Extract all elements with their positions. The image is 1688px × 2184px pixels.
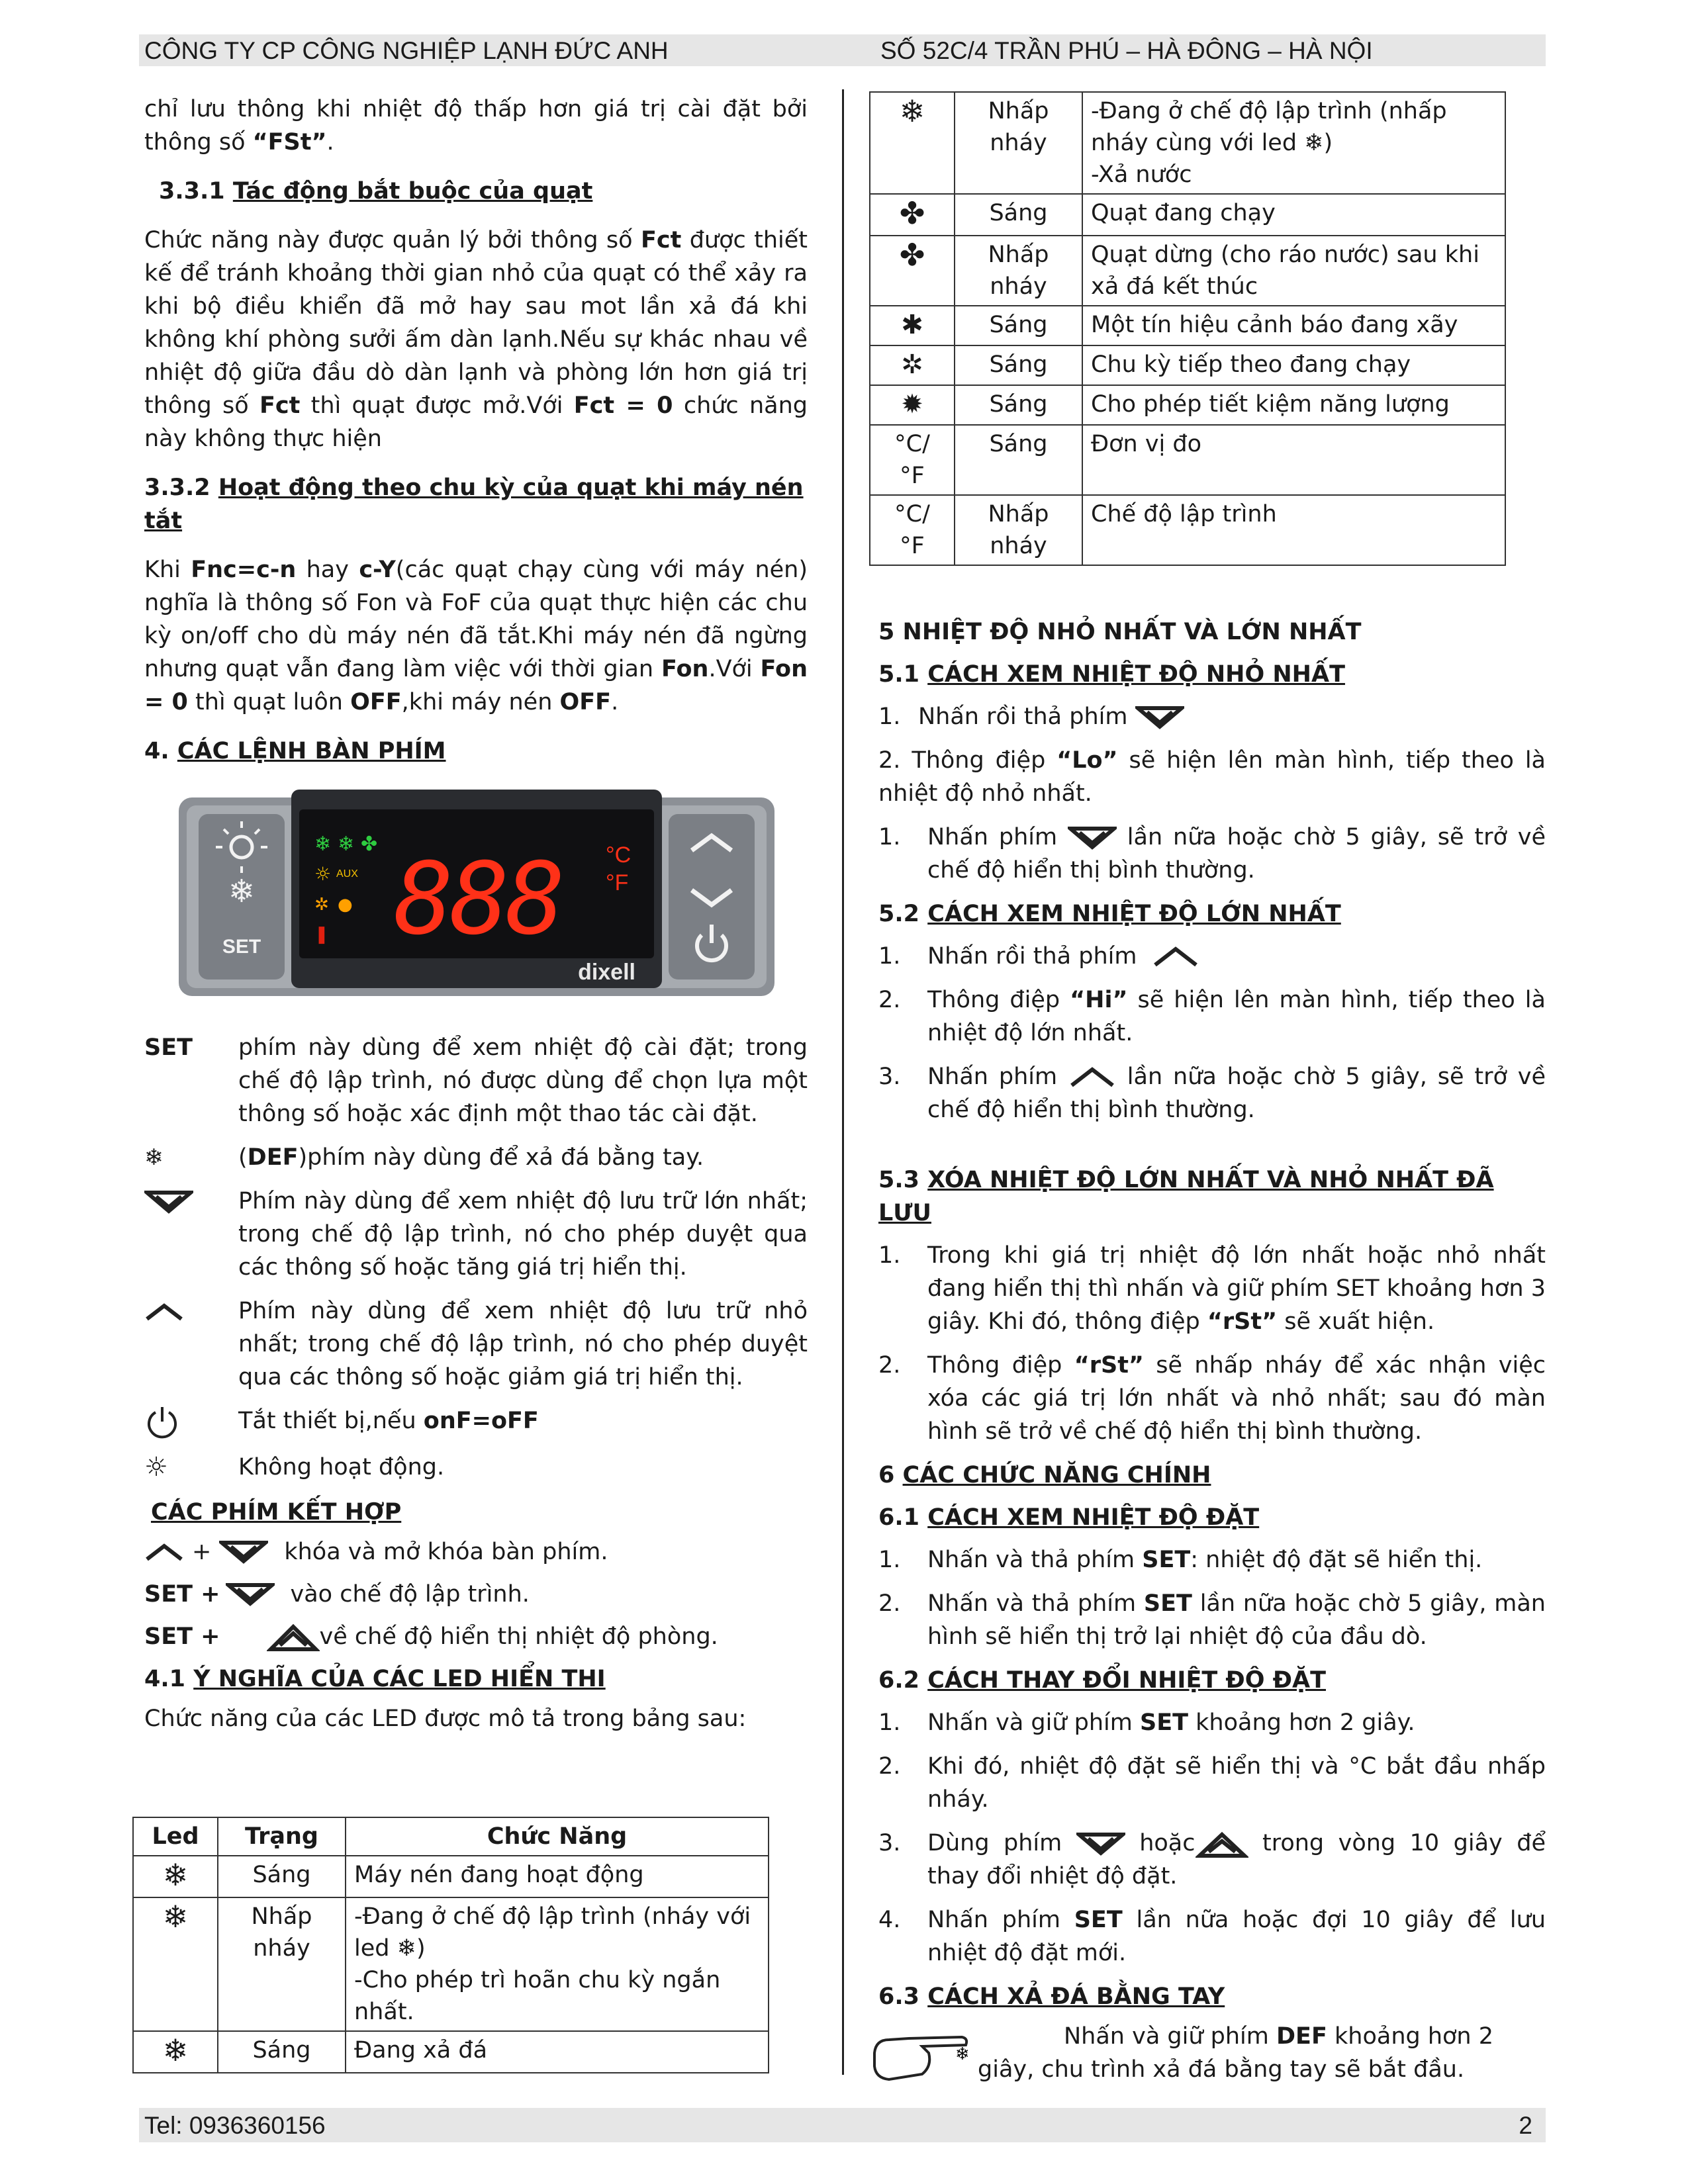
led-fan-icon: ✤ <box>361 833 378 856</box>
key-row-power: Tắt thiết bị,nếu onF=oFF <box>144 1404 808 1440</box>
combo-row-room-temp: SET + về chế độ hiển thị nhiệt độ phòng. <box>144 1620 808 1653</box>
light-bulb-icon: ☼ <box>144 1452 168 1482</box>
section-4-1-desc: Chức năng của các LED được mô tả trong bảng sau: <box>144 1706 747 1732</box>
page-footer <box>139 2108 1546 2142</box>
page-number: 2 <box>1519 2112 1532 2139</box>
left-column <box>144 93 808 784</box>
key-row-set: SET phím này dùng để xem nhiệt độ cài đặt; trong chế độ lập trình, nó được dùng để chọn lựa một thông số hoặc xác định một thao tác cài đặt. <box>144 1034 808 1127</box>
snowflake-icon: ❄ <box>162 1857 189 1893</box>
list-item: 1. Nhấn rồi thả phím <box>878 700 1546 733</box>
section-6-1-heading: 6.1 CÁCH XEM NHIỆT ĐỘ ĐẶT <box>878 1504 1260 1531</box>
section-3-3-2-heading: 3.3.2 Hoạt động theo chu kỳ của quạt khi máy nén tắt <box>144 475 804 534</box>
list-item: 2. Thông điệp “rSt” sẽ nhấp nháy để xác nhận việc xóa các giá trị lớn nhất và nhỏ nhất; sau đó màn hình sẽ trở về chế độ hiển thị bình thường. <box>878 1352 1546 1445</box>
display-unit-fahrenheit: °F <box>606 870 629 895</box>
section-4-1-heading: 4.1 Ý NGHĨA CỦA CÁC LED HIỂN THI <box>144 1666 606 1692</box>
section-6-3-body: ❄ Nhấn và giữ phím DEF khoảng hơn 2 giây, chu trình xả đá bằng tay sẽ bắt đầu. <box>878 2020 1546 2086</box>
pointing-hand-icon <box>869 2026 975 2086</box>
list-item: 2. Thông điệp “Lo” sẽ hiện lên màn hình, tiếp theo là nhiệt độ nhỏ nhất. <box>878 747 1546 807</box>
led-table-left <box>132 1817 769 2073</box>
list-item: 1. Nhấn và thả phím SET: nhiệt độ đặt sẽ hiển thị. <box>878 1547 1483 1573</box>
up-arrow-icon <box>144 1542 184 1562</box>
section-4-heading: 4. CÁC LỆNH BÀN PHÍM <box>144 738 446 764</box>
list-item: 2. Thông điệp “Hi” sẽ hiện lên màn hình, tiếp theo là nhiệt độ lớn nhất. <box>878 987 1546 1046</box>
list-item: 1. Nhấn rồi thả phím <box>878 940 1546 973</box>
table-row: ✲ Sáng Chu kỳ tiếp theo đang chạy <box>870 345 1505 385</box>
alarm-icon: ✱ <box>901 310 923 340</box>
snowflake-icon: ❄ <box>162 1899 189 1934</box>
down-arrow-icon <box>1135 704 1184 731</box>
table-row: ✹ Sáng Cho phép tiết kiệm năng lượng <box>870 385 1505 425</box>
display-digits: 888 <box>394 842 561 957</box>
up-arrow-icon <box>1196 1829 1248 1858</box>
cycle-icon: ✲ <box>901 349 923 380</box>
list-item: 3. Nhấn phím lần nữa hoặc chờ 5 giây, sẽ trở về chế độ hiển thị bình thường. <box>878 1064 1546 1123</box>
defrost-drip-icon: ❄ <box>899 93 925 129</box>
energy-saving-icon: ✹ <box>901 389 923 420</box>
section-5-heading: 5 NHIỆT ĐỘ NHỎ NHẤT VÀ LỚN NHẤT <box>878 619 1362 645</box>
section-3-3-1-heading: 3.3.1 Tác động bắt buộc của quạt <box>159 178 593 205</box>
key-row-def: ❄ (DEF)phím này dùng để xả đá bằng tay. <box>144 1144 704 1171</box>
table-row: ✤ Nhấp nháy Quạt dừng (cho ráo nước) sau khi xả đá kết thúc <box>870 236 1505 306</box>
table-row: ✱ Sáng Một tín hiệu cảnh báo đang xãy <box>870 306 1505 345</box>
power-icon <box>144 1404 180 1440</box>
up-arrow-icon <box>1068 1066 1117 1089</box>
down-arrow-icon <box>1076 1831 1125 1857</box>
controller-panel-image <box>179 784 774 1009</box>
led-alarm-icon: ❚ <box>314 925 329 944</box>
down-arrow-icon <box>226 1581 275 1608</box>
section-5-3-heading: 5.3 XÓA NHIỆT ĐỘ LỚN NHẤT VÀ NHỎ NHẤT ĐÃ LƯU <box>878 1167 1494 1226</box>
table-row: °C/ °F Nhấp nháy Chế độ lập trình <box>870 495 1505 565</box>
section-3-3-2-body: Khi Fnc=c-n hay c-Y(các quạt chạy cùng với máy nén) nghĩa là thông số Fon và FoF của quạt thực hiện các chu kỳ on/off cho dù máy nén đã tắt.Khi máy nén đã ngừng nhưng quạt vẫn đang làm việc với thời gian Fon.Với Fon = 0 thì quạt luôn OFF,khi máy nén OFF. <box>144 557 808 715</box>
svg-text:❄: ❄ <box>955 2044 970 2064</box>
list-item: 2. Khi đó, nhiệt độ đặt sẽ hiển thị và °C bắt đầu nhấp nháy. <box>878 1753 1546 1813</box>
led-light-icon: ☼ <box>314 863 332 885</box>
section-6-2-heading: 6.2 CÁCH THAY ĐỔI NHIỆT ĐỘ ĐẶT <box>878 1667 1326 1694</box>
footer-tel: Tel: 0936360156 <box>144 2112 326 2139</box>
down-arrow-icon <box>1068 825 1117 851</box>
fan-icon: ✤ <box>899 195 925 231</box>
defrost-icon: ❄ <box>144 1144 164 1171</box>
column-divider <box>842 89 844 2075</box>
section-5-2-heading: 5.2 CÁCH XEM NHIỆT ĐỘ LỚN NHẤT <box>878 901 1341 927</box>
table-row: ❄ Sáng Máy nén đang hoạt động <box>133 1856 769 1897</box>
company-name: CÔNG TY CP CÔNG NGHIỆP LẠNH ĐỨC ANH <box>144 37 669 64</box>
panel-set-label: SET <box>222 936 261 958</box>
led-energy-icon: ● <box>338 895 353 915</box>
table-row: ❄ Nhấp nháy -Đang ở chế độ lập trình (nhấp nháy cùng với led ❄) -Xả nước <box>870 92 1505 194</box>
list-item: 1. Nhấn phím lần nữa hoặc chờ 5 giây, sẽ trở về chế độ hiển thị bình thường. <box>878 824 1546 884</box>
fan-icon: ✤ <box>899 237 925 273</box>
section-3-3-1-body: Chức năng này được quản lý bởi thông số Fct được thiết kế để tránh khoảng thời gian nhỏ của quạt có thể xảy ra khi bộ điều khiển đã mở hay sau mot lần xả đá khi không khí phòng sưởi ấm dàn lạnh.Nếu sự khác nhau về nhiệt độ giữa đầu dò dàn lạnh và phòng lớn hơn giá trị thông số Fct thì quạt được mở.Với Fct = 0 chức năng này không thực hiện <box>144 227 808 452</box>
down-arrow-icon <box>219 1539 268 1565</box>
key-row-light: ☼ Không hoạt động. <box>144 1452 445 1482</box>
defrost-led-icon: ❄ <box>397 1935 416 1962</box>
list-item: 1. Nhấn và giữ phím SET khoảng hơn 2 giây. <box>878 1709 1415 1736</box>
led-table-right <box>869 91 1506 566</box>
right-column <box>878 615 1546 2086</box>
combo-row-program: SET + vào chế độ lập trình. <box>144 1581 530 1608</box>
up-arrow-icon <box>1151 945 1200 969</box>
up-arrow-icon <box>144 1302 184 1322</box>
section-6-3-heading: 6.3 CÁCH XẢ ĐÁ BẰNG TAY <box>878 1983 1225 2010</box>
key-row-up: Phím này dùng để xem nhiệt độ lưu trữ nhỏ nhất; trong chế độ lập trình, nó cho phép duyệt qua các thông số hoặc giảm giá trị hiển thị. <box>144 1295 808 1394</box>
up-arrow-icon <box>267 1620 320 1653</box>
list-item: 1. Trong khi giá trị nhiệt độ lớn nhất hoặc nhỏ nhất đang hiển thị thì nhấn và giữ phím SET khoảng hơn 3 giây. Khi đó, thông điệp “rSt” sẽ xuất hiện. <box>878 1242 1546 1335</box>
key-row-down: Phím này dùng để xem nhiệt độ lưu trữ lớn nhất; trong chế độ lập trình, nó cho phép duyệt qua các thông số hoặc tăng giá trị hiển thị. <box>144 1185 808 1284</box>
brand-logo: dixell <box>578 960 635 985</box>
defrost-drip-icon: ❄ <box>162 2032 189 2068</box>
section-5-1-heading: 5.1 CÁCH XEM NHIỆT ĐỘ NHỎ NHẤT <box>878 661 1345 688</box>
display-unit-celsius: °C <box>606 842 632 868</box>
table-row: °C/ °F Sáng Đơn vị đo <box>870 425 1505 495</box>
table-header-row: Led Trạng Chức Năng <box>133 1817 769 1856</box>
list-item: 4. Nhấn phím SET lần nữa hoặc đợi 10 giây để lưu nhiệt độ đặt mới. <box>878 1907 1546 1966</box>
led-cycle-icon: ✲ <box>314 895 329 915</box>
company-address: SỐ 52C/4 TRẦN PHÚ – HÀ ĐÔNG – HÀ NỘI <box>880 37 1373 64</box>
defrost-key-icon: ❄ <box>228 873 256 910</box>
key-descriptions <box>144 1031 808 1735</box>
led-compressor-icon: ❄ <box>314 833 332 856</box>
section-6-heading: 6 CÁC CHỨC NĂNG CHÍNH <box>878 1462 1211 1488</box>
list-item: 3. Dùng phím hoặc trong vòng 10 giây để thay đổi nhiệt độ đặt. <box>878 1830 1546 1889</box>
table-row: ❄ Nhấp nháy -Đang ở chế độ lập trình (nháy với led ❄) -Cho phép trì hoãn chu kỳ ngắn nhất. <box>133 1897 769 2031</box>
table-row: ✤ Sáng Quạt đang chạy <box>870 194 1505 236</box>
down-arrow-icon <box>144 1189 193 1215</box>
page-header <box>139 34 1546 66</box>
led-aux-label: AUX <box>336 868 358 880</box>
led-defrost-icon: ❄ <box>338 833 355 856</box>
combo-keys-heading: CÁC PHÍM KẾT HỢP <box>151 1499 402 1525</box>
right-key-strip <box>669 814 755 979</box>
list-item: 2. Nhấn và thả phím SET lần nữa hoặc chờ 5 giây, màn hình sẽ hiển thị trở lại nhiệt độ của đầu dò. <box>878 1590 1546 1650</box>
combo-row-lock: + khóa và mở khóa bàn phím. <box>144 1535 808 1569</box>
defrost-led-icon: ❄ <box>1304 130 1324 156</box>
table-row: ❄ Sáng Đang xả đá <box>133 2031 769 2073</box>
intro-paragraph: chỉ lưu thông khi nhiệt độ thấp hơn giá trị cài đặt bởi thông số “FSt”. <box>144 96 808 156</box>
